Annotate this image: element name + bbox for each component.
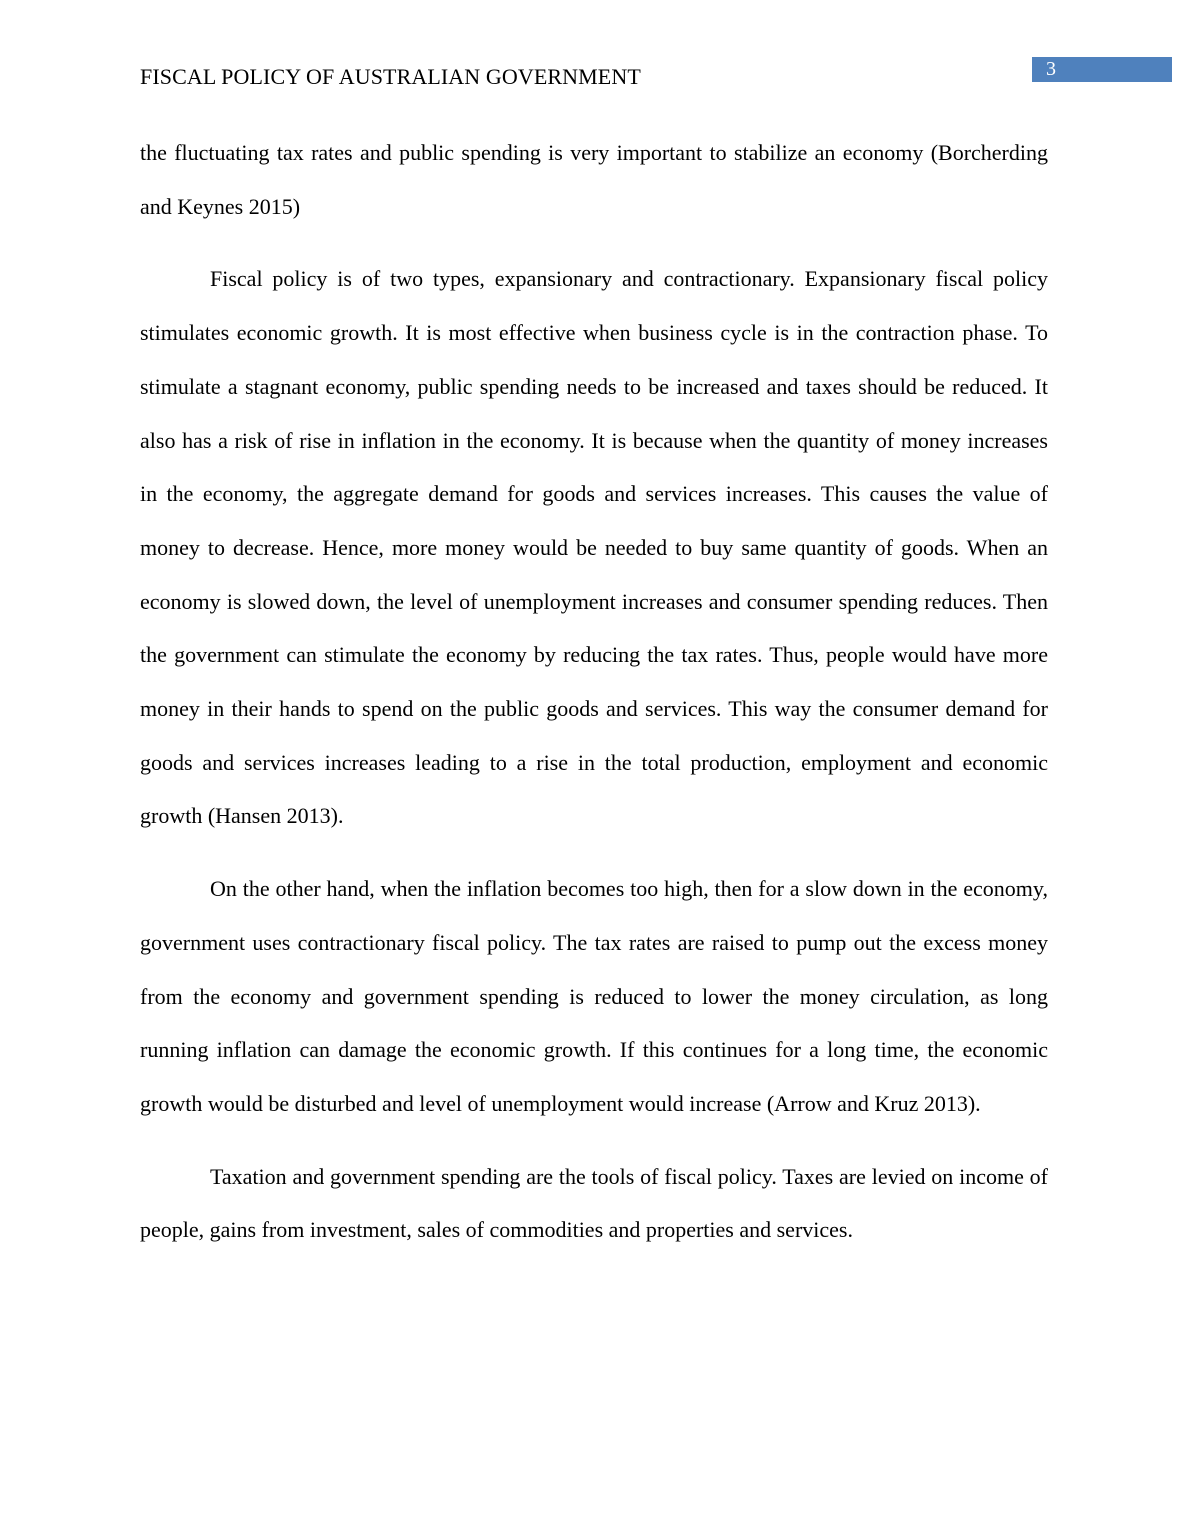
running-head-title: FISCAL POLICY OF AUSTRALIAN GOVERNMENT [140, 64, 641, 89]
document-body [140, 126, 1048, 1276]
page-number-badge [1032, 57, 1172, 82]
paragraph-continuation: the fluctuating tax rates and public spending is very important to stabilize an economy (Borcherding and Keynes 2015) [140, 140, 1048, 219]
page-number: 3 [1046, 58, 1056, 80]
paragraph-contractionary-policy: On the other hand, when the inflation becomes too high, then for a slow down in the economy, government uses contractionary fiscal policy. The tax rates are raised to pump out the excess money from the economy and government spending is reduced to lower the money circulation, as long running inflation can damage the economic growth. If this continues for a long time, the economic growth would be disturbed and level of unemployment would increase (Arrow and Kruz 2013). [140, 876, 1048, 1116]
paragraph-fiscal-tools: Taxation and government spending are the tools of fiscal policy. Taxes are levied on income of people, gains from investment, sales of commodities and properties and services. [140, 1163, 1048, 1243]
paragraph-expansionary-policy: Fiscal policy is of two types, expansionary and contractionary. Expansionary fiscal policy stimulates economic growth. It is most effective when business cycle is in the contraction phase. To stimulate a stagnant economy, public spending needs to be increased and taxes should be reduced. It also has a risk of rise in inflation in the economy. It is because when the quantity of money increases in the economy, the aggregate demand for goods and services increases. This causes the value of money to decrease. Hence, more money would be needed to buy same quantity of goods. When an economy is slowed down, the level of unemployment increases and consumer spending reduces. Then the government can stimulate the economy by reducing the tax rates. Thus, people would have more money in their hands to spend on the public goods and services. This way the consumer demand for goods and services increases leading to a rise in the total production, employment and economic growth (Hansen 2013). [140, 266, 1048, 829]
